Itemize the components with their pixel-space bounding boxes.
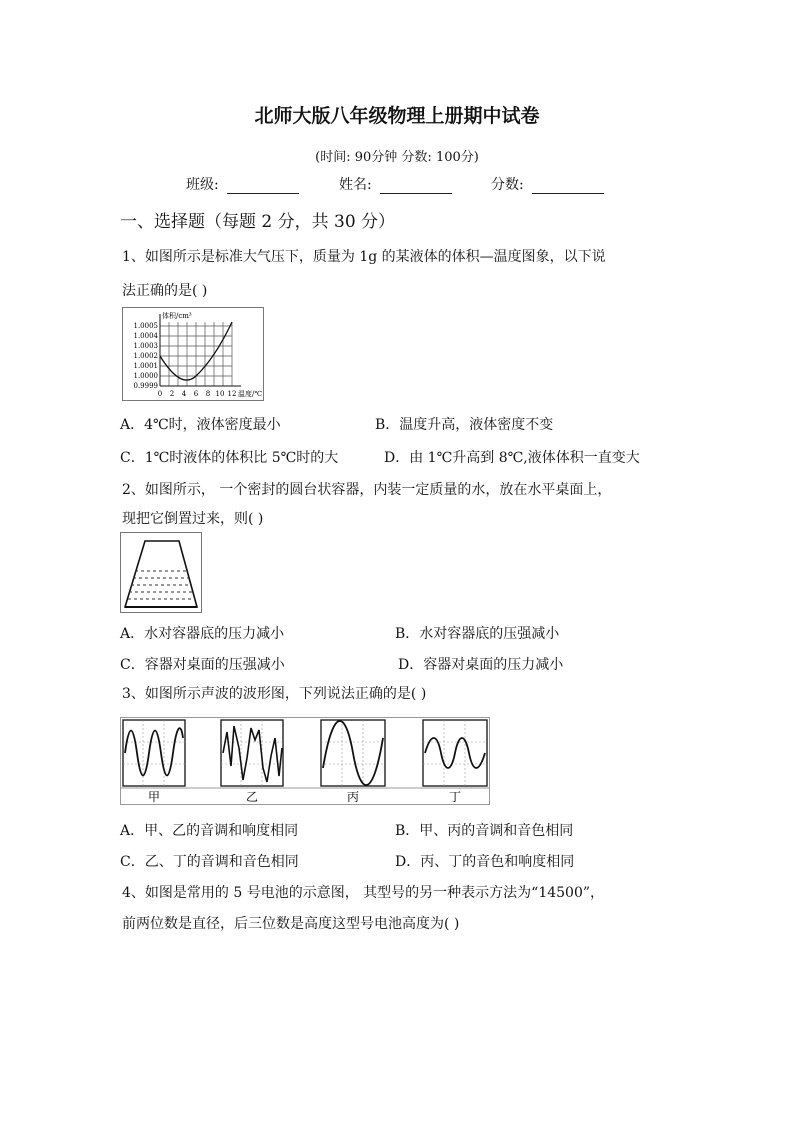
q2-option-d[interactable]: D．容器对桌面的压力减小: [398, 657, 564, 673]
q1-option-b[interactable]: B．温度升高，液体密度不变: [375, 417, 554, 433]
x-tick: 8: [205, 390, 211, 398]
y-tick: 0.9999: [133, 382, 158, 390]
name-label: 姓名:: [339, 177, 372, 193]
x-tick: 2: [169, 390, 175, 398]
q2-option-a[interactable]: A．水对容器底的压力减小: [120, 626, 285, 642]
q1-option-a[interactable]: A．4℃时，液体密度最小: [120, 417, 281, 433]
y-tick: 1.0002: [133, 352, 158, 360]
sound-waveforms-svg: [121, 718, 489, 804]
name-blank[interactable]: [380, 179, 452, 194]
question-2-text: 2、如图所示， 一个密封的圆台状容器，内装一定质量的水，放在水平桌面上，: [122, 482, 612, 498]
volume-temperature-graph-svg: [123, 308, 263, 400]
y-tick: 1.0001: [133, 362, 158, 370]
class-label: 班级:: [186, 177, 219, 193]
q3-option-d[interactable]: D．丙、丁的音色和响度相同: [395, 854, 575, 870]
graph-x-label: 温度/℃: [238, 390, 263, 398]
waveform-ding: [423, 720, 487, 786]
q3-option-a[interactable]: A．甲、乙的音调和响度相同: [120, 823, 299, 839]
question-4-text-cont: 前两位数是直径，后三位数是高度这型号电池高度为( ): [122, 916, 460, 932]
graph-y-label: 体积/cm³: [162, 312, 192, 320]
q1-option-c[interactable]: C．1℃时液体的体积比 5℃时的大: [120, 450, 339, 466]
frustum-container-svg: [121, 533, 201, 612]
y-tick: 1.0000: [133, 372, 158, 380]
sound-waveforms-figure: [120, 717, 490, 805]
x-tick: 10: [215, 390, 225, 398]
x-tick: 6: [193, 390, 199, 398]
frustum-container-figure: [120, 532, 202, 613]
y-tick: 1.0003: [133, 342, 158, 350]
question-1-text-cont: 法正确的是( ): [122, 283, 208, 299]
score-label: 分数:: [491, 177, 524, 193]
score-blank[interactable]: [532, 179, 604, 194]
x-tick: 12: [227, 390, 237, 398]
volume-temperature-graph: [122, 307, 264, 401]
section-heading: 一、选择题（每题 2 分，共 30 分）: [120, 212, 396, 232]
class-field: [186, 174, 299, 194]
q2-option-c[interactable]: C．容器对桌面的压强减小: [120, 657, 285, 673]
question-4-text: 4、如图是常用的 5 号电池的示意图， 其型号的另一种表示方法为“14500”，: [122, 885, 605, 901]
name-field: [339, 174, 452, 194]
y-tick: 1.0005: [133, 322, 158, 330]
x-tick: 4: [181, 390, 187, 398]
waveform-jia: [123, 720, 185, 786]
wave-label-bing: 丙: [346, 790, 360, 804]
page-title: 北师大版八年级物理上册期中试卷: [254, 105, 540, 127]
exam-info: (时间: 90分钟 分数: 100分): [315, 150, 479, 165]
q3-option-b[interactable]: B．甲、丙的音调和音色相同: [395, 823, 574, 839]
score-field: [491, 174, 604, 194]
q3-option-c[interactable]: C．乙、丁的音调和音色相同: [120, 854, 299, 870]
q2-option-b[interactable]: B．水对容器底的压强减小: [395, 626, 560, 642]
y-tick: 1.0004: [133, 332, 158, 340]
wave-label-jia: 甲: [147, 790, 161, 804]
question-1-text: 1、如图所示是标准大气压下，质量为 1g 的某液体的体积—温度图象，以下说: [122, 249, 606, 265]
class-blank[interactable]: [227, 179, 299, 194]
x-tick: 0: [157, 390, 163, 398]
waveform-yi: [221, 720, 283, 786]
q1-option-d[interactable]: D．由 1℃升高到 8℃,液体体积一直变大: [384, 450, 640, 466]
wave-label-ding: 丁: [448, 790, 462, 804]
question-2-text-cont: 现把它倒置过来，则( ): [122, 511, 264, 527]
question-3-text: 3、如图所示声波的波形图，下列说法正确的是( ): [122, 686, 427, 702]
wave-label-yi: 乙: [245, 790, 259, 804]
waveform-bing: [321, 720, 385, 786]
